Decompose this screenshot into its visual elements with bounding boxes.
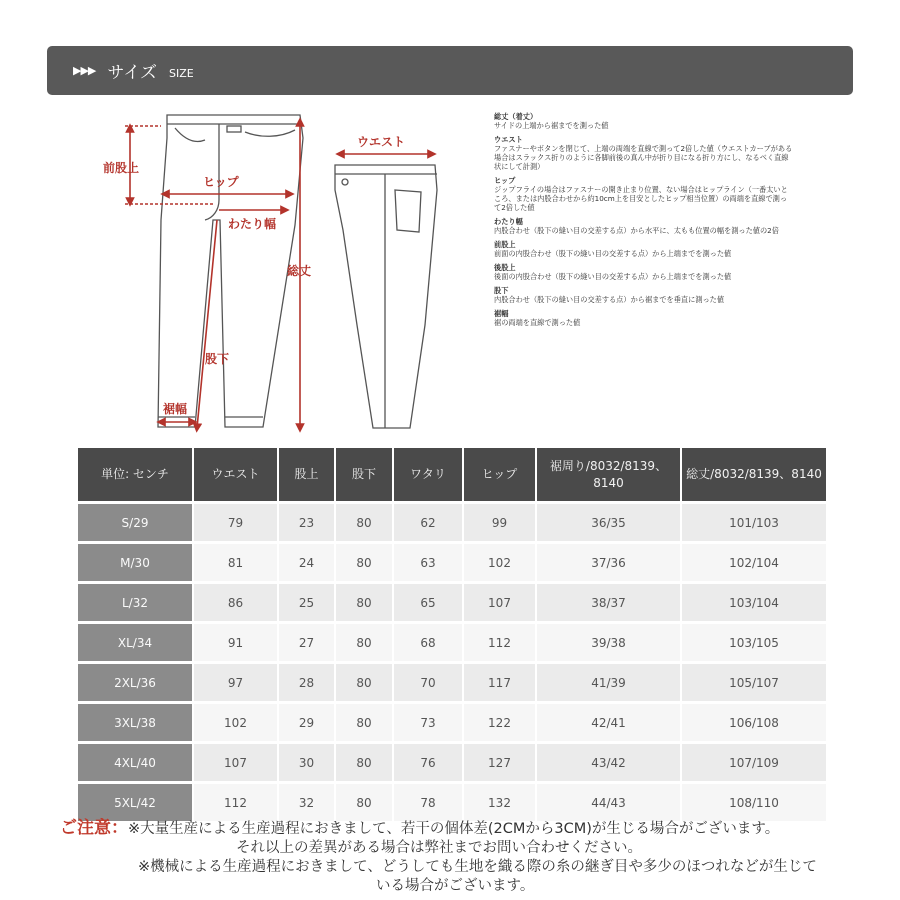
pants-measurement-illustration	[95, 110, 475, 440]
table-row: XL/34 91 27 80 68 112 39/38 103/105	[78, 623, 826, 663]
measurement-notes	[494, 112, 794, 332]
hem-label: 裾幅	[163, 402, 188, 416]
note-inseam: 股下 内股合わせ（股下の縫い目の交差する点）から裾までを垂直に測った値	[494, 286, 725, 304]
notice-block	[60, 819, 890, 896]
hip-label: ヒップ	[203, 175, 239, 189]
table-row: 2XL/36 97 28 80 70 117 41/39 105/107	[78, 663, 826, 703]
note-thigh: わたり幅 内股合わせ（股下の縫い目の交差する点）から水平に、太もも位置の幅を測った値の2倍	[494, 217, 779, 235]
note-hem: 裾幅 裾の両端を直線で測った値	[494, 309, 581, 327]
note-front-rise: 前股上 前面の内股合わせ（股下の縫い目の交差する点）から上端までを測った値	[494, 240, 732, 258]
col-waist: ウエスト	[193, 448, 278, 503]
col-inseam: 股下	[335, 448, 393, 503]
thigh-label: わたり幅	[228, 217, 277, 231]
section-subtitle: SIZE	[169, 67, 194, 80]
notice-line-4: いる場合がございます。	[376, 878, 535, 894]
col-thigh: ワタリ	[393, 448, 463, 503]
table-row: S/29 79 23 80 62 99 36/35 101/103	[78, 503, 826, 543]
total-length-label: 総丈	[287, 264, 312, 278]
col-hem: 裾周り/8032/8139、8140	[536, 448, 681, 503]
table-row: 5XL/42 112 32 80 78 132 44/43 108/110	[78, 783, 826, 823]
col-unit: 単位: センチ	[78, 448, 193, 503]
table-header-row	[78, 448, 826, 503]
note-back-rise: 後股上 後面の内股合わせ（股下の縫い目の交差する点）から上端までを測った値	[494, 263, 732, 281]
front-rise-label: 前股上	[103, 161, 140, 175]
table-row: M/30 81 24 80 63 102 37/36 102/104	[78, 543, 826, 583]
side-pants-outline	[335, 165, 437, 428]
notice-line-3: ※機械による生産過程におきまして、どうしても生地を織る際の糸の継ぎ目や多少のほつれなどが生じて	[138, 859, 817, 875]
note-waist: ウエスト ファスナーやボタンを閉じて、上端の両端を直線で測って2倍した値（ウエストカーブがある場合はスラックス折りのように各脚前後の真ん中が折り目になる折り方にし、なるべく直線状にして計測）	[494, 135, 793, 171]
size-table	[78, 448, 826, 824]
col-length: 総丈/8032/8139、8140	[681, 448, 826, 503]
notice-label: ご注意：	[60, 818, 128, 838]
section-title: サイズ	[107, 63, 158, 83]
note-hip: ヒップ ジップフライの場合はファスナーの開き止まり位置、ない場合はヒップライン（一番太いところ、または内股合わせから約10cm上を目安としたヒップ相当位置）の両端を直線で測って2倍した値	[494, 176, 788, 212]
col-rise: 股上	[278, 448, 335, 503]
waist-label: ウエスト	[357, 135, 406, 149]
notice-line-2: それ以上の差異がある場合は弊社までお問い合わせください。	[236, 840, 642, 856]
front-pants-outline	[158, 115, 303, 427]
col-hip: ヒップ	[463, 448, 536, 503]
pants-diagram	[95, 110, 475, 440]
table-row: L/32 86 25 80 65 107 38/37 103/104	[78, 583, 826, 623]
table-row: 3XL/38 102 29 80 73 122 42/41 106/108	[78, 703, 826, 743]
table-row: 4XL/40 107 30 80 76 127 43/42 107/109	[78, 743, 826, 783]
arrows-icon: ▶▶▶	[73, 64, 96, 77]
section-header	[47, 46, 853, 95]
inseam-label: 股下	[205, 352, 230, 366]
note-total-length: 総丈（着丈） サイドの上端から裾までを測った値	[494, 112, 609, 130]
notice-line-1: ※大量生産による生産過程におきまして、若干の個体差(2CMから3CM)が生じる場合がございます。	[128, 821, 780, 837]
